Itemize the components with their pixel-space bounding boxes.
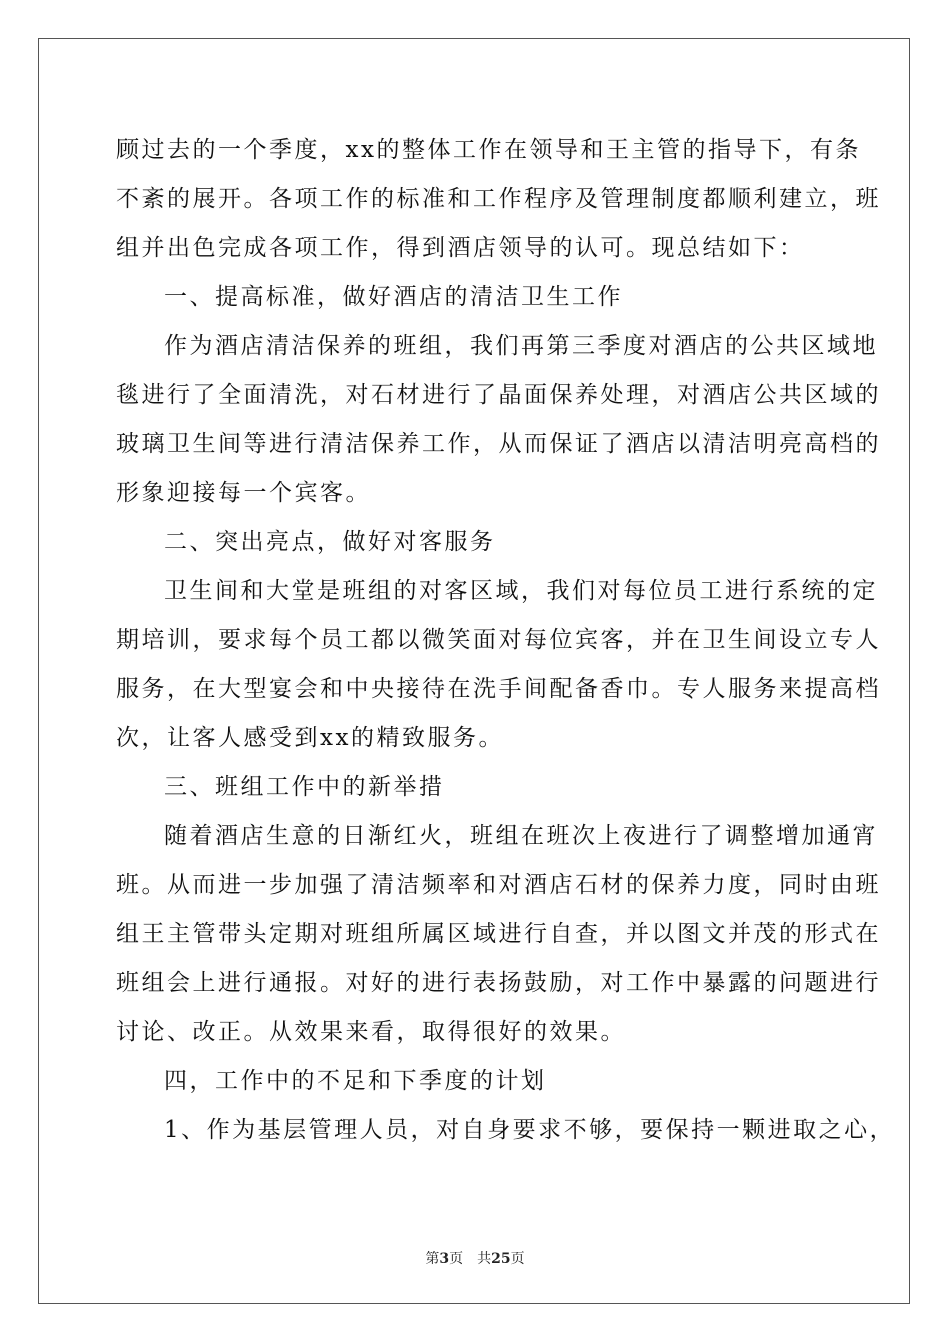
total-page-count: 25 bbox=[491, 1251, 511, 1267]
text-line: 班。从而进一步加强了清洁频率和对酒店石材的保养力度，同时由班 bbox=[116, 872, 881, 898]
text-line: 毯进行了全面清洗，对石材进行了晶面保养处理，对酒店公共区域的 bbox=[116, 382, 881, 408]
text-line: 期培训，要求每个员工都以微笑面对每位宾客，并在卫生间设立专人 bbox=[116, 627, 881, 653]
document-body bbox=[116, 126, 896, 1155]
text-line: 不紊的展开。各项工作的标准和工作程序及管理制度都顺利建立，班 bbox=[116, 186, 881, 212]
footer-prefix: 第 bbox=[425, 1251, 440, 1267]
text-line: 玻璃卫生间等进行清洁保养工作，从而保证了酒店以清洁明亮高档的 bbox=[116, 431, 881, 457]
text-line: 二、突出亮点，做好对客服务 bbox=[164, 529, 496, 555]
text-line: 1、作为基层管理人员，对自身要求不够，要保持一颗进取之心， bbox=[164, 1117, 896, 1143]
text-line: 作为酒店清洁保养的班组，我们再第三季度对酒店的公共区域地 bbox=[164, 333, 878, 359]
text-line: 卫生间和大堂是班组的对客区域，我们对每位员工进行系统的定 bbox=[164, 578, 878, 604]
text-line: 次，让客人感受到xx的精致服务。 bbox=[116, 725, 504, 751]
text-line: 服务，在大型宴会和中央接待在洗手间配备香巾。专人服务来提高档 bbox=[116, 676, 881, 702]
text-line: 随着酒店生意的日渐红火，班组在班次上夜进行了调整增加通宵 bbox=[164, 823, 878, 849]
footer-mid: 页 共 bbox=[449, 1251, 492, 1267]
text-line: 三、班组工作中的新举措 bbox=[164, 774, 445, 800]
text-line: 讨论、改正。从效果来看，取得很好的效果。 bbox=[116, 1019, 626, 1045]
text-line: 四，工作中的不足和下季度的计划 bbox=[164, 1068, 547, 1094]
footer-suffix: 页 bbox=[510, 1251, 525, 1267]
text-line: 一、提高标准，做好酒店的清洁卫生工作 bbox=[164, 284, 623, 310]
text-line: 组王主管带头定期对班组所属区域进行自查，并以图文并茂的形式在 bbox=[116, 921, 881, 947]
page-footer bbox=[0, 1248, 950, 1268]
text-line: 顾过去的一个季度，xx的整体工作在领导和王主管的指导下，有条 bbox=[116, 137, 861, 163]
text-line: 组并出色完成各项工作，得到酒店领导的认可。现总结如下： bbox=[116, 235, 805, 261]
text-line: 形象迎接每一个宾客。 bbox=[116, 480, 371, 506]
current-page-number: 3 bbox=[439, 1251, 450, 1267]
text-line: 班组会上进行通报。对好的进行表扬鼓励，对工作中暴露的问题进行 bbox=[116, 970, 881, 996]
